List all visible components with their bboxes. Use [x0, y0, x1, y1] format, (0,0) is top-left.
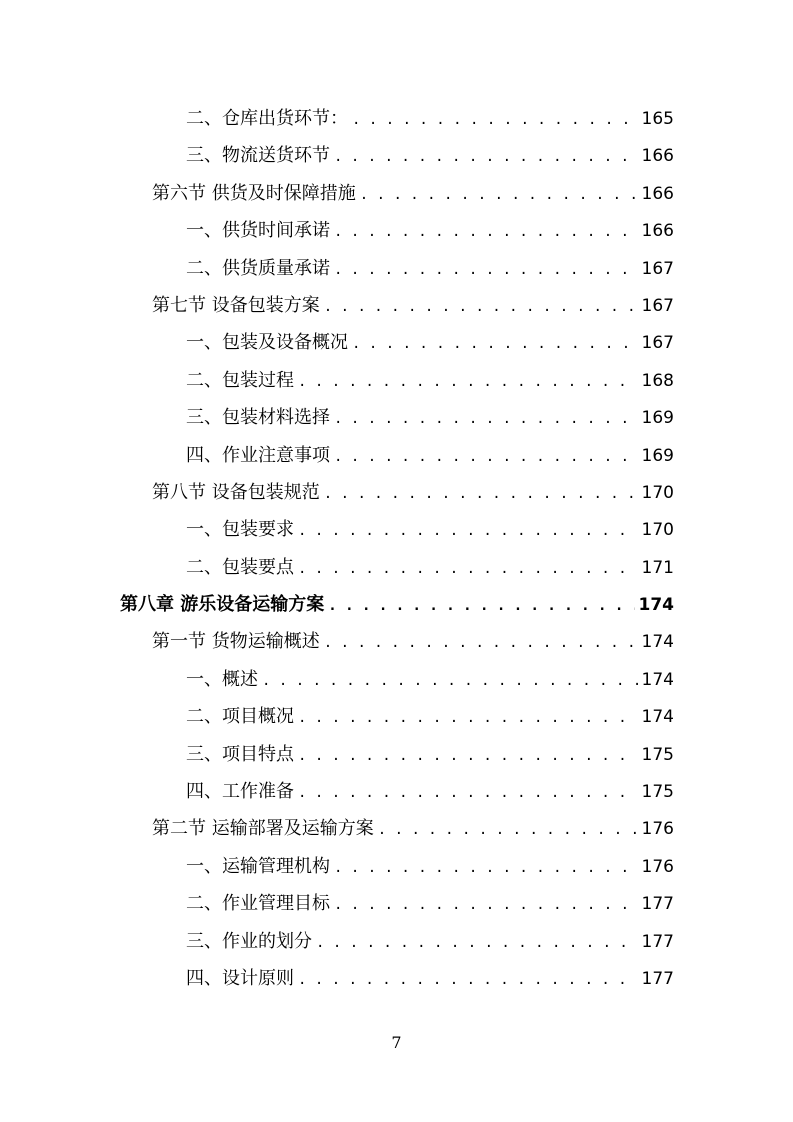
toc-dot-leader — [298, 520, 638, 542]
toc-entry[interactable] — [0, 137, 793, 174]
toc-entry[interactable] — [0, 437, 793, 474]
toc-entry-page: 166 — [641, 183, 674, 204]
toc-entry-label: 三、作业的划分 — [186, 930, 312, 952]
toc-entry-page: 174 — [641, 707, 674, 728]
toc-entry-label: 第二节 运输部署及运输方案 — [152, 818, 374, 840]
toc-entry-page: 175 — [641, 744, 674, 765]
toc-entry-page: 177 — [641, 968, 674, 989]
toc-dot-leader — [298, 707, 638, 729]
toc-entry[interactable] — [0, 885, 793, 922]
toc-entry-label: 四、作业注意事项 — [186, 444, 330, 466]
toc-entry-label: 第八章 游乐设备运输方案 — [120, 594, 325, 616]
toc-entry-label: 二、作业管理目标 — [186, 893, 330, 915]
toc-entry-label: 一、供货时间承诺 — [186, 220, 330, 242]
toc-dot-leader — [324, 483, 638, 505]
toc-entry-label: 四、工作准备 — [186, 781, 294, 803]
toc-entry-page: 167 — [641, 295, 674, 316]
toc-entry-label: 三、物流送货环节 — [186, 145, 330, 167]
toc-entry-page: 167 — [641, 333, 674, 354]
toc-entry-label: 第一节 货物运输概述 — [152, 631, 320, 653]
toc-entry[interactable] — [0, 175, 793, 212]
toc-entry[interactable] — [0, 212, 793, 249]
toc-dot-leader — [360, 184, 638, 206]
toc-dot-leader — [328, 595, 634, 617]
toc-dot-leader — [298, 782, 638, 804]
toc-dot-leader — [334, 857, 638, 879]
toc-entry[interactable] — [0, 250, 793, 287]
toc-entry[interactable] — [0, 287, 793, 324]
toc-dot-leader — [334, 259, 638, 281]
toc-entry-page: 174 — [641, 669, 674, 690]
toc-dot-leader — [352, 333, 638, 355]
toc-entry[interactable] — [0, 399, 793, 436]
toc-dot-leader — [334, 408, 638, 430]
toc-dot-leader — [334, 221, 638, 243]
toc-entry-label: 一、概述 — [186, 668, 258, 690]
toc-entry-label: 一、包装及设备概况 — [186, 332, 348, 354]
toc-chapter-entry[interactable] — [0, 586, 793, 623]
toc-entry-page: 166 — [641, 146, 674, 167]
toc-entry-page: 177 — [641, 931, 674, 952]
toc-entry[interactable] — [0, 960, 793, 997]
toc-entry-label: 二、包装过程 — [186, 369, 294, 391]
toc-entry[interactable] — [0, 848, 793, 885]
toc-entry-page: 174 — [638, 595, 674, 616]
toc-dot-leader — [298, 371, 638, 393]
toc-entry-page: 177 — [641, 894, 674, 915]
toc-dot-leader — [262, 670, 638, 692]
toc-entry[interactable] — [0, 773, 793, 810]
toc-entry-label: 三、项目特点 — [186, 743, 294, 765]
toc-dot-leader — [334, 446, 638, 468]
toc-entry[interactable] — [0, 923, 793, 960]
toc-entry-page: 174 — [641, 632, 674, 653]
toc-entry-label: 二、仓库出货环节： — [186, 108, 348, 129]
toc-entry-page: 169 — [641, 445, 674, 466]
toc-entry-page: 165 — [641, 109, 674, 129]
toc-entry-label: 三、包装材料选择 — [186, 407, 330, 429]
toc-dot-leader — [298, 745, 638, 767]
toc-dot-leader — [324, 632, 638, 654]
toc-entry[interactable] — [0, 100, 793, 137]
toc-dot-leader — [316, 932, 638, 954]
toc-entry-page: 170 — [641, 482, 674, 503]
toc-entry-page: 171 — [641, 557, 674, 578]
toc-entry-page: 175 — [641, 782, 674, 803]
toc-entry[interactable] — [0, 736, 793, 773]
toc-entry-page: 169 — [641, 408, 674, 429]
toc-dot-leader — [298, 558, 638, 580]
toc-entry[interactable] — [0, 661, 793, 698]
toc-dot-leader — [324, 296, 638, 318]
toc-entry-label: 二、包装要点 — [186, 556, 294, 578]
toc-dot-leader — [334, 146, 638, 168]
toc-entry[interactable] — [0, 698, 793, 735]
toc-entry-label: 二、项目概况 — [186, 706, 294, 728]
toc-entry-label: 二、供货质量承诺 — [186, 257, 330, 279]
toc-entry[interactable] — [0, 623, 793, 660]
toc-entry-page: 166 — [641, 221, 674, 242]
toc-dot-leader — [298, 969, 638, 991]
toc-dot-leader — [352, 109, 638, 131]
toc-entry-label: 一、运输管理机构 — [186, 855, 330, 877]
table-of-contents — [0, 100, 793, 997]
toc-entry[interactable] — [0, 474, 793, 511]
toc-entry-page: 168 — [641, 370, 674, 391]
toc-entry-page: 176 — [641, 819, 674, 840]
toc-entry-label: 一、包装要求 — [186, 519, 294, 541]
toc-entry[interactable] — [0, 549, 793, 586]
toc-entry[interactable] — [0, 362, 793, 399]
toc-entry-page: 170 — [641, 520, 674, 541]
toc-entry[interactable] — [0, 324, 793, 361]
toc-entry[interactable] — [0, 810, 793, 847]
toc-entry-label: 第六节 供货及时保障措施 — [152, 182, 356, 204]
toc-entry-label: 第七节 设备包装方案 — [152, 294, 320, 316]
toc-entry-page: 167 — [641, 258, 674, 279]
toc-entry-label: 四、设计原则 — [186, 967, 294, 989]
toc-dot-leader — [378, 819, 638, 841]
toc-entry-label: 第八节 设备包装规范 — [152, 481, 320, 503]
page-number: 7 — [391, 1033, 402, 1052]
toc-entry-page: 176 — [641, 856, 674, 877]
toc-entry[interactable] — [0, 511, 793, 548]
toc-dot-leader — [334, 894, 638, 916]
